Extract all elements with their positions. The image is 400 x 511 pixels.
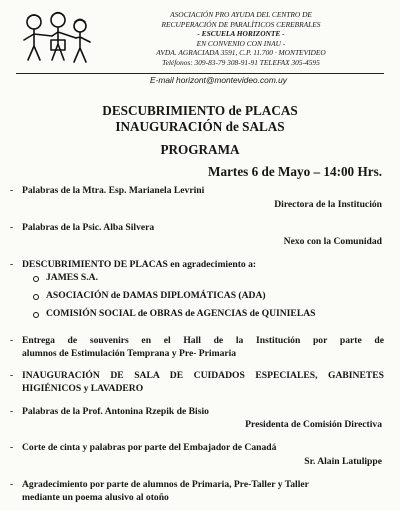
bullet-icon — [33, 276, 39, 282]
letterhead-line: RECUPERACIÓN DE PARALÍTICOS CEREBRALES — [161, 19, 321, 29]
item-5-text-line-2: HIGIÉNICOS y LAVADERO — [22, 383, 144, 394]
item-4-text-line-2: alumnos de Estimulación Temprana y Pre- Primaria — [22, 348, 237, 359]
letterhead-line: - ESCUELA HORIZONTE - — [197, 29, 285, 39]
bullet-icon — [33, 312, 39, 318]
bullet-icon — [33, 294, 39, 300]
item-7-text: Corte de cinta y palabras por parte del Embajador de Canadá — [22, 442, 277, 453]
letterhead-line: ASOCIACIÓN PRO AYUDA DEL CENTRO DE — [170, 10, 312, 19]
item-7-role: Sr. Alain Latulippe — [304, 456, 382, 467]
item-3-text: DESCUBRIMIENTO DE PLACAS en agradecimiento a: — [22, 259, 257, 270]
program-heading: PROGRAMA — [160, 142, 240, 157]
title-line-2: INAUGURACIÓN de SALAS — [115, 119, 285, 134]
item-dash: - — [10, 185, 14, 196]
item-4-text-line-1: Entrega de souvenirs en el Hall de la Institución por parte de — [22, 335, 384, 346]
item-2-text: Palabras de la Psic. Alba Silvera — [22, 222, 155, 233]
item-8-text-line-2: mediante un poema alusivo al otoño — [22, 492, 169, 503]
item-6-role: Presidenta de Comisión Directiva — [245, 419, 382, 430]
item-2-role: Nexo con la Comunidad — [283, 236, 382, 247]
letterhead — [96, 10, 386, 68]
letterhead-divider — [16, 73, 384, 74]
item-3-sub-2: ASOCIACIÓN de DAMAS DIPLOMÁTICAS (ADA) — [46, 290, 266, 301]
item-8-text-line-1: Agradecimiento por parte de alumnos de Primaria, Pre-Taller y Taller — [22, 479, 309, 490]
item-1-text: Palabras de la Mtra. Esp. Marianela Levrini — [22, 185, 205, 196]
item-dash: - — [10, 406, 14, 417]
item-dash: - — [10, 222, 14, 233]
item-dash: - — [10, 479, 14, 490]
children-holding-hands-icon — [18, 8, 96, 68]
item-dash: - — [10, 370, 14, 381]
item-3-sub-1: JAMES S.A. — [46, 272, 98, 283]
letterhead-line: EN CONVENIO CON INAU - — [196, 38, 286, 48]
email-address: E-mail horizont@montevideo.com.uy — [150, 75, 287, 85]
item-3-sub-3: COMISIÓN SOCIAL de OBRAS de AGENCIAS de QUINIELAS — [46, 308, 316, 319]
item-dash: - — [10, 335, 14, 346]
letterhead-line: AVDA. AGRACIADA 3591, C.P. 11.700 · MONTEVIDEO — [156, 48, 326, 58]
title-line-1: DESCUBRIMIENTO de PLACAS — [102, 103, 298, 118]
letterhead-line: Teléfonos: 309-83-79 308-91-91 TELEFAX 305-4595 — [162, 57, 320, 67]
event-date: Martes 6 de Mayo – 14:00 Hrs. — [208, 164, 382, 179]
item-dash: - — [10, 259, 14, 270]
item-6-text: Palabras de la Prof. Antonina Rzepik de Bisio — [22, 406, 209, 417]
item-1-role: Directora de la Institución — [274, 199, 382, 210]
item-5-text-line-1: INAUGURACIÓN DE SALA DE CUIDADOS ESPECIALES, GABINETES — [22, 370, 384, 381]
item-dash: - — [10, 442, 14, 453]
